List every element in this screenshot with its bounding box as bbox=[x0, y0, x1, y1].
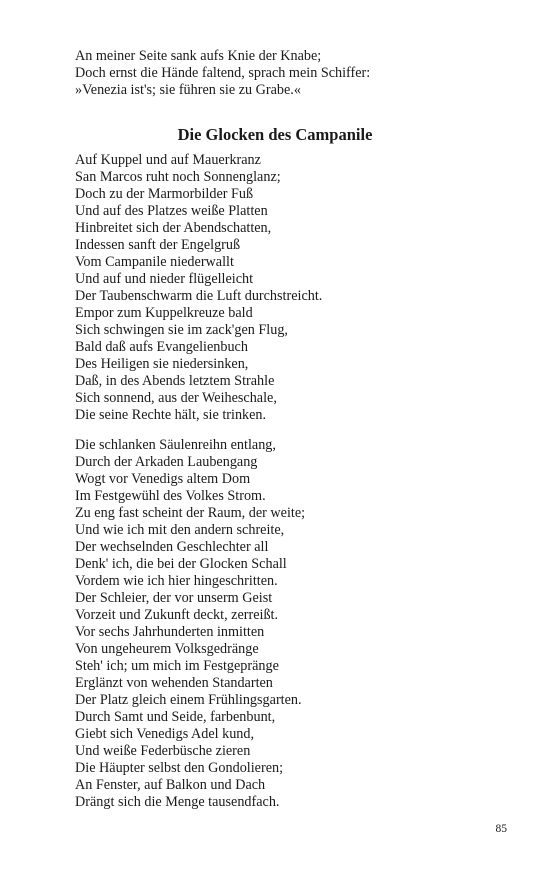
verse-line: Erglänzt von wehenden Standarten bbox=[75, 675, 273, 691]
verse-line: Die seine Rechte hält, sie trinken. bbox=[75, 407, 267, 423]
verse-line: San Marcos ruht noch Sonnenglanz; bbox=[75, 169, 281, 185]
verse-line: Vordem wie ich hier hingeschritten. bbox=[75, 573, 278, 589]
verse-line: Durch der Arkaden Laubengang bbox=[75, 454, 258, 470]
verse-line: Sich schwingen sie im zack'gen Flug, bbox=[75, 322, 288, 338]
verse-line: Giebt sich Venedigs Adel kund, bbox=[75, 726, 255, 742]
verse-line: Hinbreitet sich der Abendschatten, bbox=[75, 220, 272, 236]
verse-line: Die schlanken Säulenreihn entlang, bbox=[75, 437, 276, 453]
verse-line: Im Festgewühl des Volkes Strom. bbox=[75, 488, 266, 504]
verse-line: Der Taubenschwarm die Luft durchstreicht. bbox=[75, 288, 323, 304]
poem-title: Die Glocken des Campanile bbox=[177, 125, 373, 144]
verse-line: Sich sonnend, aus der Weiheschale, bbox=[75, 390, 277, 406]
verse-line: Und wie ich mit den andern schreite, bbox=[75, 522, 285, 538]
verse-line: Indessen sanft der Engelgruß bbox=[75, 237, 241, 253]
verse-line: Und auf des Platzes weiße Platten bbox=[75, 203, 268, 219]
verse-line: Und auf und nieder flügelleicht bbox=[75, 271, 254, 287]
verse-line: Durch Samt und Seide, farbenbunt, bbox=[75, 709, 276, 725]
verse-line: Zu eng fast scheint der Raum, der weite; bbox=[75, 505, 306, 521]
verse-line: Steh' ich; um mich im Festgepränge bbox=[75, 658, 279, 674]
verse-line: Der Platz gleich einem Frühlingsgarten. bbox=[75, 692, 302, 708]
verse-line: Vom Campanile niederwallt bbox=[75, 254, 234, 270]
verse-line: Bald daß aufs Evangelienbuch bbox=[75, 339, 248, 355]
verse-line: Denk' ich, die bei der Glocken Schall bbox=[75, 556, 287, 572]
verse-line: Vorzeit und Zukunft deckt, zerreißt. bbox=[75, 607, 279, 623]
verse-line: An Fenster, auf Balkon und Dach bbox=[75, 777, 266, 793]
intro-line: An meiner Seite sank aufs Knie der Knabe; bbox=[75, 48, 322, 64]
intro-line: »Venezia ist's; sie führen sie zu Grabe.« bbox=[75, 82, 301, 98]
verse-line: Von ungeheurem Volksgedränge bbox=[75, 641, 259, 657]
verse-line: Auf Kuppel und auf Mauerkranz bbox=[75, 152, 261, 168]
verse-line: Doch zu der Marmorbilder Fuß bbox=[75, 186, 254, 202]
intro-line: Doch ernst die Hände faltend, sprach mein Schiffer: bbox=[75, 65, 371, 81]
verse-line: Des Heiligen sie niedersinken, bbox=[75, 356, 249, 372]
verse-line: Der wechselnden Geschlechter all bbox=[75, 539, 269, 555]
verse-line: Der Schleier, der vor unserm Geist bbox=[75, 590, 273, 606]
page-number: 85 bbox=[495, 823, 507, 835]
verse-line: Empor zum Kuppelkreuze bald bbox=[75, 305, 253, 321]
verse-line: Vor sechs Jahrhunderten inmitten bbox=[75, 624, 265, 640]
verse-line: Daß, in des Abends letztem Strahle bbox=[75, 373, 275, 389]
verse-line: Und weiße Federbüsche zieren bbox=[75, 743, 251, 759]
verse-line: Wogt vor Venedigs altem Dom bbox=[75, 471, 251, 487]
verse-line: Die Häupter selbst den Gondolieren; bbox=[75, 760, 284, 776]
verse-line: Drängt sich die Menge tausendfach. bbox=[75, 794, 280, 810]
